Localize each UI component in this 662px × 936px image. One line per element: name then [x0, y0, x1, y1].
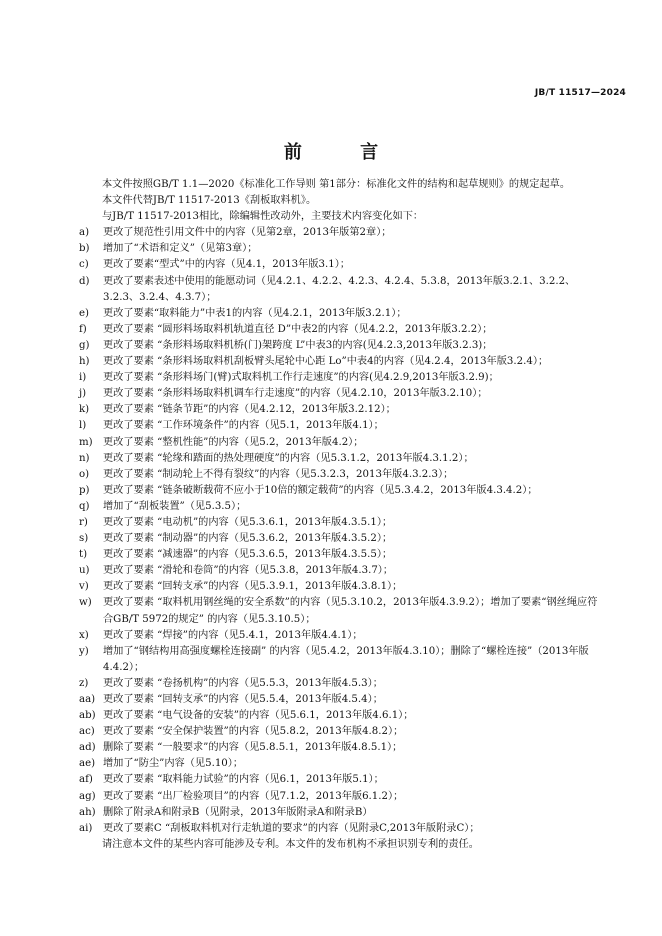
intro-paragraph-1: 本文件按照GB/T 1.1—2020《标准化工作导则 第1部分：标准化文件的结构和起草规则》的规定起草。 [102, 179, 571, 190]
list-item-marker: o) [79, 468, 90, 480]
list-item-text: 更改了要素 “工作环境条件”的内容（见5.1，2013年版4.1）； [103, 420, 384, 432]
list-item-text: 更改了要素 “回转支承”的内容（见5.5.4，2013年版4.5.4）； [103, 694, 383, 705]
list-item [78, 595, 600, 627]
list-item [78, 805, 600, 821]
list-item-marker: d) [79, 275, 90, 287]
list-item-marker: s) [79, 533, 89, 545]
list-item-text: 更改了要素 “条形料场取料机桥(门)架跨度 L”中表3的内容(见4.2.3,2013年版3.2.3)； [103, 339, 493, 351]
list-item [78, 547, 600, 563]
list-item-text: 更改了要素C “刮板取料机对行走轨道的要求”的内容（见附录C,2013年版附录C）； [103, 822, 480, 834]
intro-paragraph-3: 与JB/T 11517-2013相比，除编辑性改动外，主要技术内容变化如下： [102, 211, 424, 223]
list-item-text: 更改了要素 “整机性能”的内容（见5.2，2013年版4.2）； [103, 436, 364, 448]
list-item [78, 563, 600, 579]
list-item [78, 772, 600, 788]
list-item-marker: ae) [79, 758, 96, 770]
list-item-text: 更改了规范性引用文件中的内容（见第2章，2013年版第2章）； [103, 227, 392, 239]
list-item [78, 579, 600, 595]
list-item-text: 更改了要素表述中使用的能愿动词（见4.2.1、4.2.2、4.2.3、4.2.4、5.3.8，2013年版3.2.1、3.2.2、3.2.3、3.2.4、4.3.7）； [103, 275, 576, 303]
list-item [78, 756, 600, 772]
list-item [78, 402, 600, 418]
list-item-marker: c) [79, 259, 89, 271]
list-item-marker: f) [79, 323, 87, 335]
list-item [78, 724, 600, 740]
list-item-text: 更改了要素 “条形料场取料机调车行走速度”的内容（见4.2.10，2013年版3.2.10）； [103, 388, 488, 400]
foreword-body [78, 177, 600, 853]
list-item-marker: t) [79, 549, 88, 561]
list-item-marker: z) [79, 677, 89, 689]
list-item-marker: af) [79, 774, 93, 786]
standard-number: JB/T 11517—2024 [534, 88, 626, 98]
list-item [78, 257, 600, 273]
list-item-marker: q) [79, 500, 90, 512]
list-item-text: 删除了附录A和附录B（见附录，2013年版附录A和附录B） [103, 806, 373, 818]
list-item-text: 更改了要素 “卷扬机构”的内容（见5.5.3，2013年版4.5.3）； [103, 677, 383, 689]
list-item [78, 821, 600, 837]
list-item-marker: ad) [79, 742, 96, 754]
list-item [78, 467, 600, 483]
list-item-text: 更改了要素 “制动轮上不得有裂纹”的内容（见5.3.2.3，2013年版4.3.2.3）； [103, 468, 454, 480]
list-item-marker: ai) [79, 822, 93, 834]
list-item [78, 740, 600, 756]
list-item-marker: k) [79, 404, 90, 416]
list-item-text: 更改了要素 “安全保护装置”的内容（见5.8.2，2013年版4.8.2）； [103, 726, 404, 738]
list-item-marker: a) [79, 227, 90, 239]
list-item-text: 更改了要素 “电动机”的内容（见5.3.6.1，2013年版4.3.5.1）； [103, 516, 393, 528]
intro-paragraph-2: 本文件代替JB/T 11517-2013《刮板取料机》。 [102, 195, 317, 207]
list-item-text: 更改了要素 “滑轮和卷筒”的内容（见5.3.8，2013年版4.3.7）； [103, 565, 394, 577]
list-item [78, 692, 600, 708]
list-item-text: 增加了“防尘”内容（见5.10）； [103, 758, 244, 770]
list-item-marker: ag) [79, 790, 96, 802]
list-item [78, 499, 600, 515]
list-item-text: 更改了要素 “取料能力试验”的内容（见6.1，2013年版5.1）； [103, 774, 384, 786]
list-item-text: 更改了要素 “回转支承”的内容（见5.3.9.1，2013年版4.3.8.1）； [103, 581, 403, 593]
list-item-text: 更改了要素 “制动器”的内容（见5.3.6.2，2013年版4.3.5.2）； [103, 533, 393, 545]
list-item [78, 274, 600, 306]
list-item-text: 更改了要素 “条形料场门(臂)式取料机工作行走速度”的内容(见4.2.9,2013年版3.2.9)； [103, 372, 499, 384]
list-item-marker: x) [79, 629, 89, 641]
list-item-text: 更改了要素 “焊接”的内容（见5.4.1，2013年版4.4.1）； [103, 629, 363, 641]
list-item [78, 676, 600, 692]
list-item-text: 更改了要素 “减速器”的内容（见5.3.6.5，2013年版4.3.5.5）； [103, 549, 393, 561]
list-item-text: 更改了要素 “轮缘和踏面的热处理硬度”的内容（见5.3.1.2，2013年版4.3.1.2）； [103, 452, 474, 464]
list-item [78, 418, 600, 434]
list-item [78, 241, 600, 257]
patent-notice: 请注意本文件的某些内容可能涉及专利。本文件的发布机构不承担识别专利的责任。 [102, 838, 479, 850]
list-item-marker: ac) [79, 726, 95, 738]
change-list [78, 225, 600, 837]
list-item-text: 更改了要素 “条形料场取料机刮板臂头尾轮中心距 Lo”中表4的内容（见4.2.4，2013年版3.2.4）； [103, 356, 549, 368]
list-item [78, 322, 600, 338]
list-item-marker: r) [79, 516, 88, 528]
list-item-text: 更改了要素“型式”中的内容（见4.1，2013年版3.1）； [103, 259, 351, 271]
list-item [78, 225, 600, 241]
list-item-marker: n) [79, 452, 90, 464]
list-item-marker: i) [79, 372, 87, 384]
list-item-marker: ab) [79, 710, 96, 722]
list-item [78, 483, 600, 499]
page-title: 前 言 [283, 142, 405, 163]
list-item-text: 增加了“钢结构用高强度螺栓连接副” 的内容（见5.4.2，2013年版4.3.10）；删除了“螺栓连接”（2013年版4.4.2）； [103, 645, 589, 673]
list-item-marker: e) [79, 307, 90, 319]
list-item-text: 更改了要素 “电气设备的安装”的内容（见5.6.1，2013年版4.6.1）； [103, 710, 414, 722]
list-item [78, 338, 600, 354]
list-item-text: 更改了要素 “出厂检验项目”的内容（见7.1.2，2013年版6.1.2）； [103, 790, 404, 802]
list-item-marker: w) [79, 597, 92, 609]
list-item [78, 386, 600, 402]
list-item-text: 增加了“刮板装置”（见5.3.5）； [103, 500, 247, 512]
list-item-marker: v) [79, 581, 89, 593]
list-item [78, 789, 600, 805]
list-item [78, 354, 600, 370]
list-item-marker: aa) [79, 694, 96, 705]
list-item [78, 531, 600, 547]
list-item [78, 708, 600, 724]
list-item [78, 451, 600, 467]
list-item-text: 更改了要素 “取料机用钢丝绳的安全系数”的内容（见5.3.10.2，2013年版4.3.9.2）；增加了要素“钢丝绳应符合GB/T 5972的规定” 的内容（见5.3.10.5）； [103, 597, 598, 625]
list-item-marker: j) [79, 388, 87, 400]
list-item-text: 更改了要素 “链条节距”的内容（见4.2.12，2013年版3.2.12）； [103, 404, 396, 416]
list-item [78, 515, 600, 531]
list-item-text: 更改了要素 “圆形料场取料机轨道直径 D”中表2的内容（见4.2.2，2013年版3.2.2）； [103, 323, 493, 335]
list-item [78, 644, 600, 676]
list-item-marker: y) [79, 645, 89, 657]
list-item-marker: l) [79, 420, 87, 432]
list-item-marker: u) [79, 565, 90, 577]
list-item [78, 306, 600, 322]
list-item-text: 更改了要素“取料能力”中表1的内容（见4.2.1，2013年版3.2.1）； [103, 307, 407, 319]
list-item-text: 增加了“术语和定义”（见第3章）； [103, 243, 258, 255]
list-item [78, 370, 600, 386]
list-item-marker: m) [79, 436, 93, 448]
list-item-marker: h) [79, 356, 90, 368]
list-item [78, 435, 600, 451]
list-item-marker: p) [79, 484, 90, 496]
list-item-marker: ah) [79, 806, 96, 818]
list-item-marker: b) [79, 243, 90, 255]
list-item-text: 更改了要素 “链条破断载荷不应小于10倍的额定载荷”的内容（见5.3.4.2，2013年版4.3.4.2）； [103, 484, 538, 496]
list-item-text: 删除了要素 “一般要求”的内容（见5.8.5.1，2013年版4.8.5.1）； [103, 742, 403, 754]
list-item-marker: g) [79, 339, 90, 351]
list-item [78, 628, 600, 644]
